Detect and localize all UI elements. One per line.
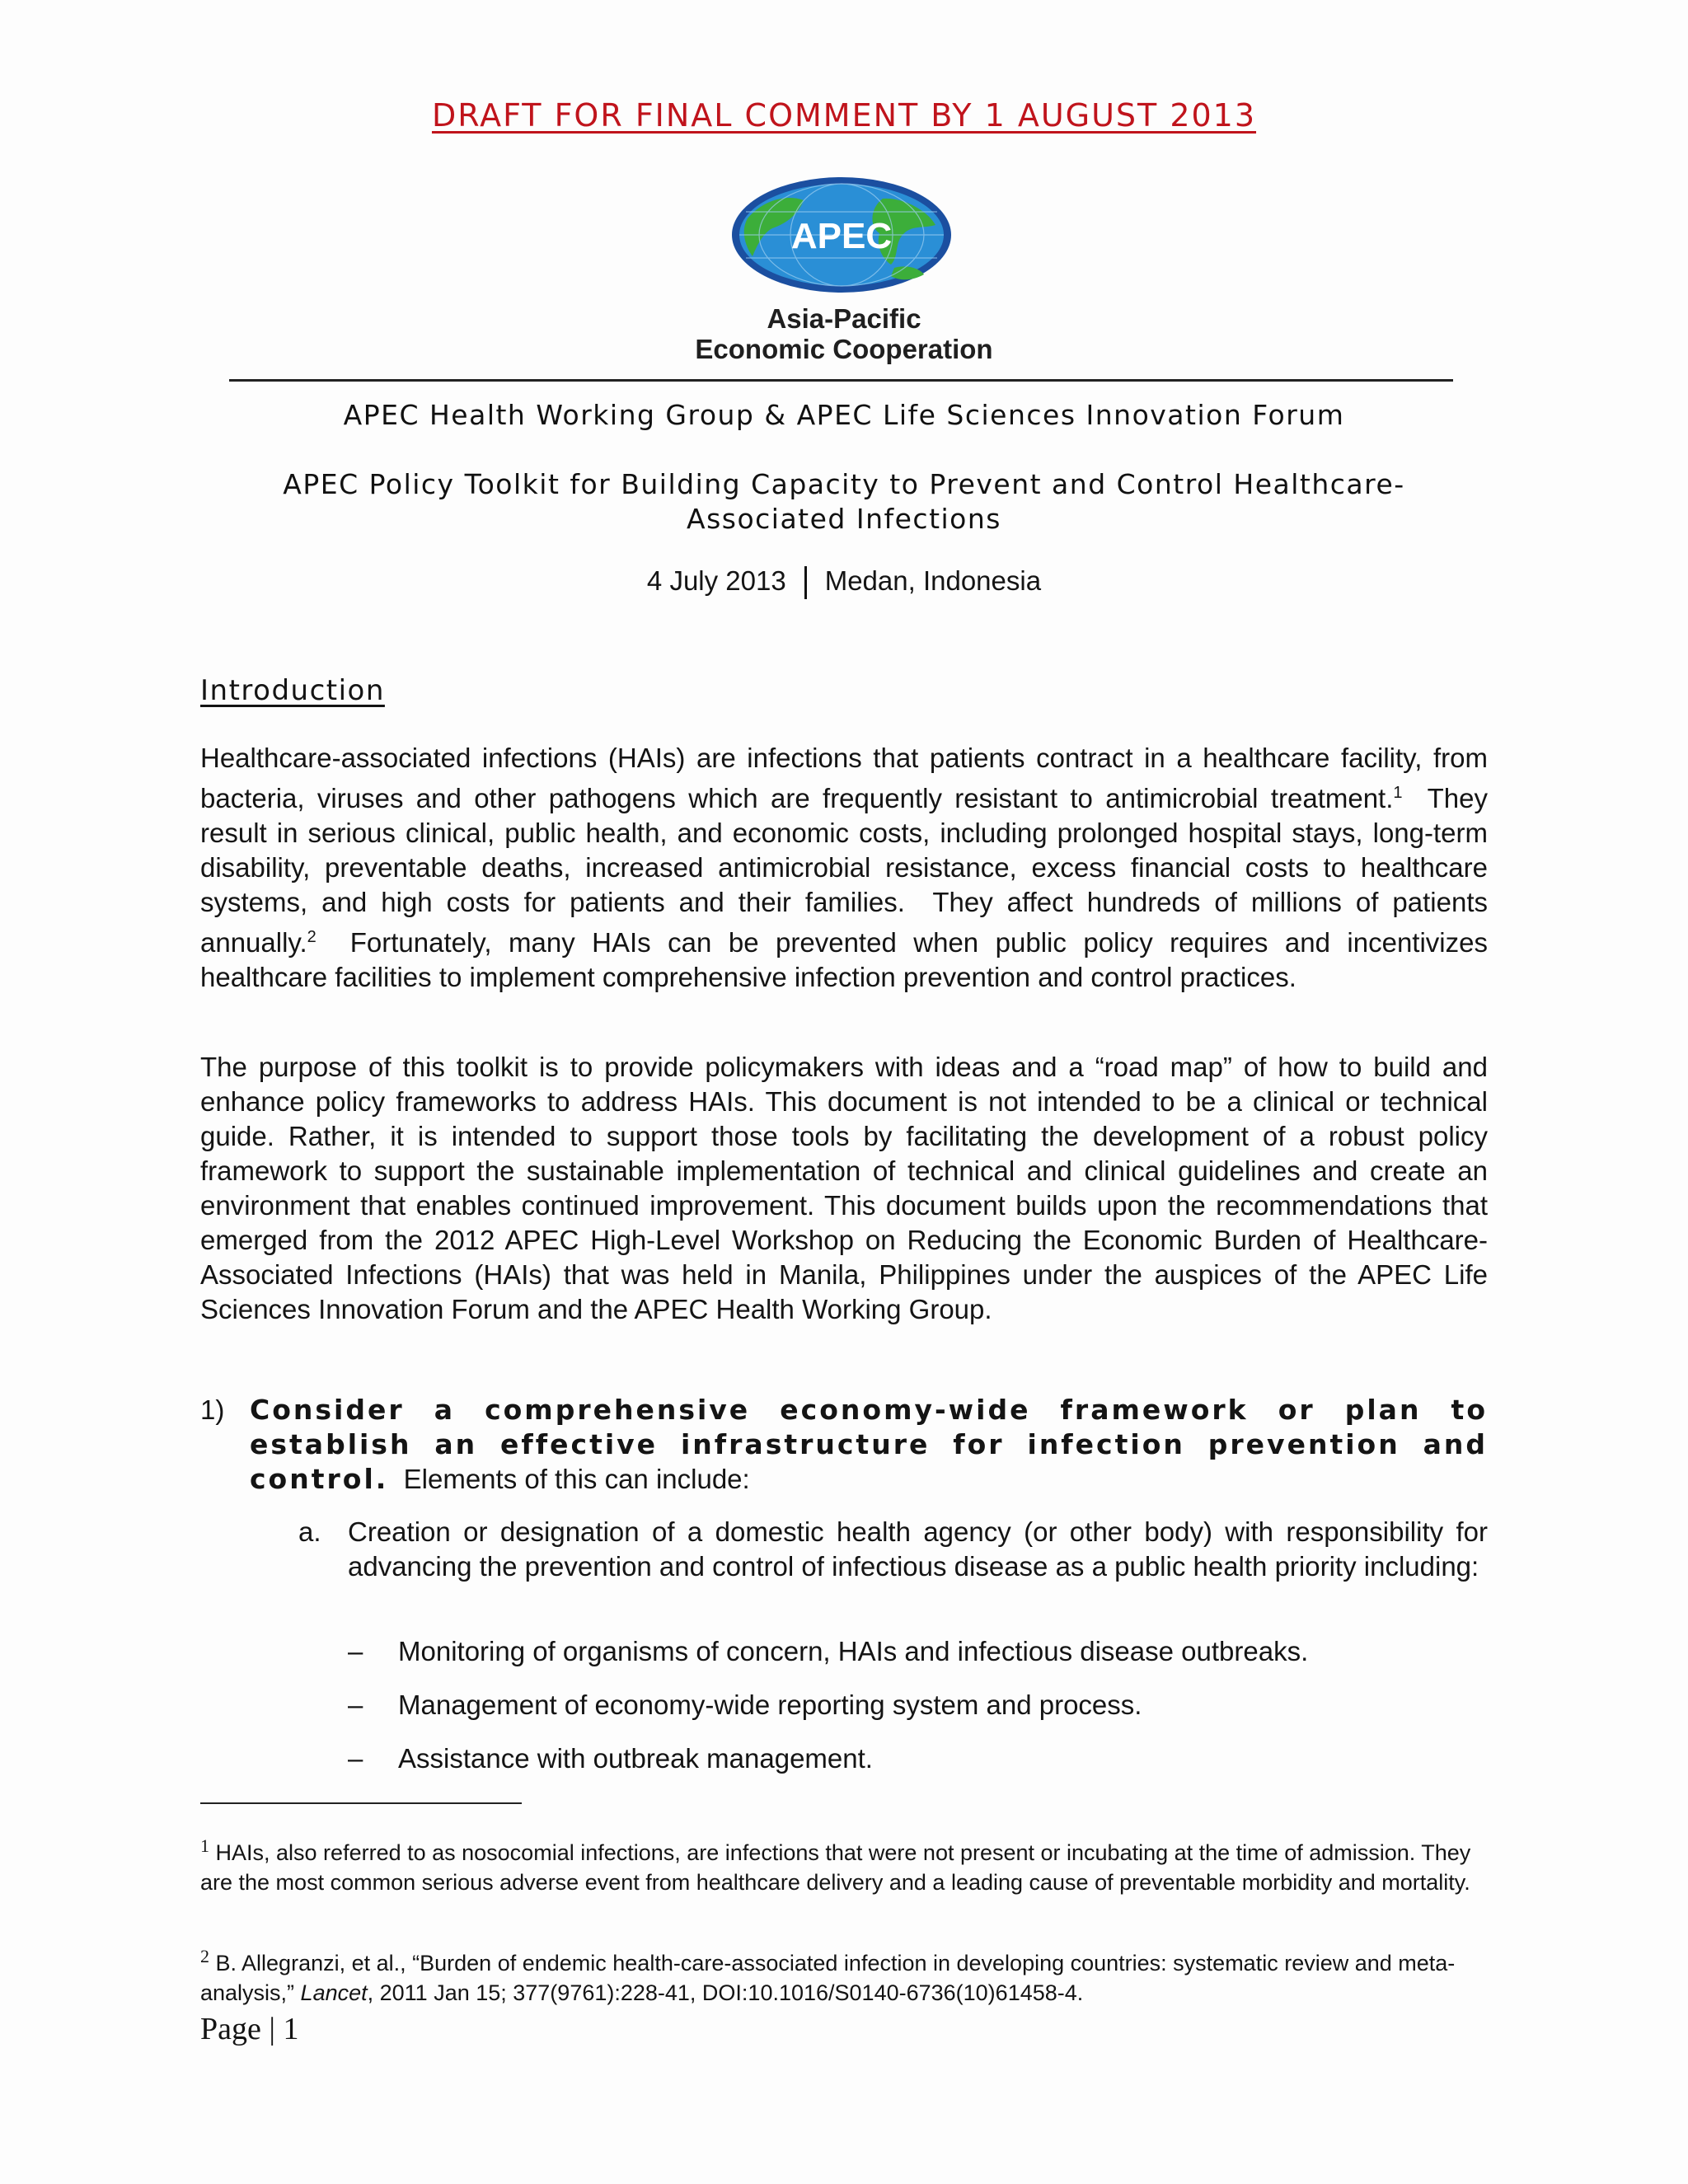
bullet-dash: –	[348, 1690, 363, 1720]
bullet-dash: –	[348, 1743, 363, 1774]
bullet-item: Assistance with outbreak management.	[398, 1743, 873, 1774]
bullet-item: Management of economy-wide reporting system and process.	[398, 1690, 1142, 1720]
footnote-ref-2[interactable]: 2	[307, 928, 316, 946]
draft-notice: DRAFT FOR FINAL COMMENT BY 1 AUGUST 2013	[431, 97, 1257, 134]
item-1-text	[250, 1393, 1488, 1497]
title-line-2: Associated Infections	[687, 503, 1001, 535]
logo-line-2: Economic Cooperation	[695, 334, 993, 364]
header-rule	[229, 379, 1453, 382]
date: 4 July 2013	[646, 565, 786, 596]
intro-p1-part-b: They result in serious clinical, public health, and economic costs, including prolonged hospital stays, long-term disability, preventable deaths, increased antimicrobial resistance, excess financial costs to healthcare systems, and high costs for patients and their families. They affect hundreds of millions of patients annually.	[200, 783, 1496, 958]
intro-p1-part-a: Healthcare-associated infections (HAIs) are infections that patients contract in a healthcare facility, from bacteria, viruses and other pathogens which are frequently resistant to antimicrobial treatment.	[200, 743, 1488, 813]
sub-item-a-letter: a.	[298, 1516, 321, 1547]
intro-paragraph-2: The purpose of this toolkit is to provide policymakers with ideas and a “road map” of how to build and enhance policy frameworks to address HAIs. This document is not intended to be a clinical or technical guide. Rather, it is intended to support those tools by facilitating the development of a robust policy framework to support the sustainable implementation of technical and clinical guidelines and create an environment that enables continued improvement. This document builds upon the recommendations that emerged from the 2012 APEC High-Level Workshop on Reducing the Economic Burden of Healthcare-Associated Infections (HAIs) that was held in Manila, Philippines under the auspices of the APEC Life Sciences Innovation Forum and the APEC Health Working Group.	[200, 1052, 1488, 1324]
dateline	[0, 565, 1688, 599]
bullet-dash: –	[348, 1636, 363, 1666]
footnote-1-number: 1	[200, 1835, 209, 1856]
dateline-separator	[804, 566, 807, 599]
group-heading: APEC Health Working Group & APEC Life Sciences Innovation Forum	[343, 399, 1345, 431]
footnote-separator	[200, 1802, 522, 1804]
title-line-1: APEC Policy Toolkit for Building Capacity to Prevent and Control Healthcare-	[283, 468, 1405, 500]
logo-line-1: Asia-Pacific	[767, 303, 921, 334]
footnote-2-text-b: , 2011 Jan 15; 377(9761):228-41, DOI:10.1016/S0140-6736(10)61458-4.	[367, 1980, 1084, 2005]
sub-item-a-text: Creation or designation of a domestic health agency (or other body) with responsibility for advancing the prevention and control of infectious disease as a public health priority including:	[348, 1516, 1488, 1582]
intro-p1-part-c: Fortunately, many HAIs can be prevented when public policy requires and incentivizes healthcare facilities to implement comprehensive infection prevention and control practices.	[200, 927, 1496, 992]
page-number: Page | 1	[200, 2012, 299, 2046]
location: Medan, Indonesia	[824, 565, 1042, 596]
footnote-1	[200, 1831, 1494, 1897]
footnote-ref-1[interactable]: 1	[1393, 784, 1403, 802]
footnote-2-number: 2	[200, 1946, 209, 1966]
item-1-number: 1)	[200, 1394, 225, 1425]
footnote-2-text-a: B. Allegranzi, et al., “Burden of endemic health-care-associated infection in developing countries: systematic review and meta-analysis,”	[200, 1951, 1456, 2005]
footnote-2-journal: Lancet	[300, 1980, 368, 2005]
footnote-1-text: HAIs, also referred to as nosocomial infections, are infections that were not present or incubating at the time of admission. They are the most common serious adverse event from healthcare delivery and a leading cause of preventable morbidity and mortality.	[200, 1840, 1471, 1895]
item-1-rest: Elements of this can include:	[388, 1464, 750, 1494]
footnote-2	[200, 1942, 1494, 2008]
bullet-item: Monitoring of organisms of concern, HAIs and infectious disease outbreaks.	[398, 1636, 1309, 1666]
item-1-bold: Consider a comprehensive economy-wide framework or plan to establish an effective infrastructure for infection prevention and control.	[250, 1394, 1488, 1495]
intro-paragraph-1	[200, 741, 1496, 995]
apec-emblem-text: APEC	[790, 216, 893, 256]
introduction-heading: Introduction	[200, 674, 385, 707]
